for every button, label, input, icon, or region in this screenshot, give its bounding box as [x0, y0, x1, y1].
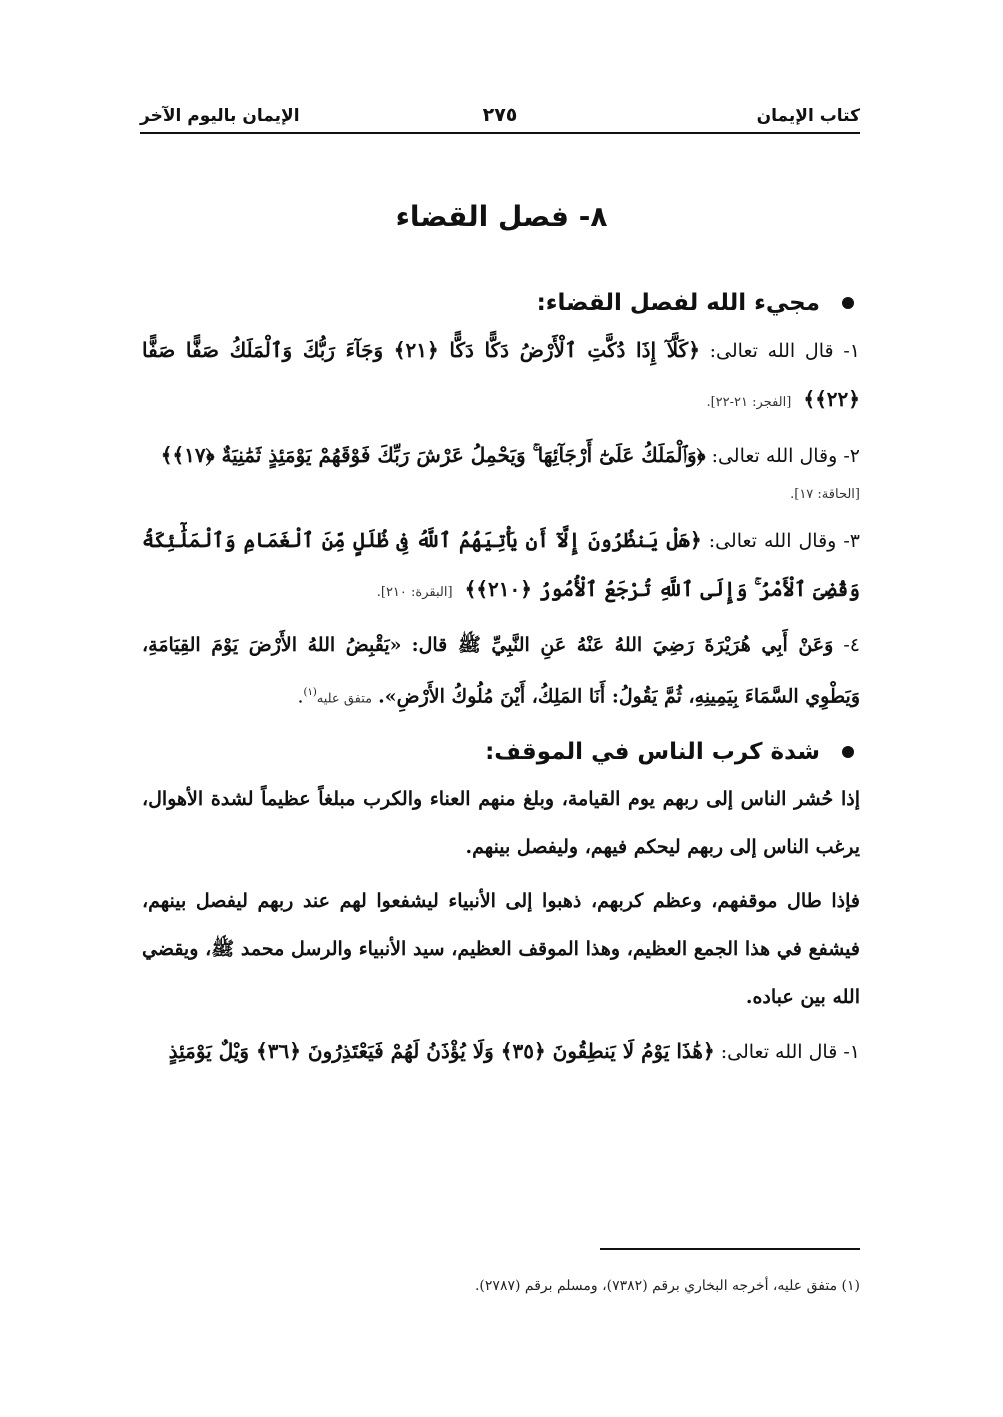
list-item — [142, 326, 860, 427]
quran-verse: ﴿وَٱلْمَلَكُ عَلَىٰٓ أَرْجَآئِهَا ۚ وَيَحْمِلُ عَرْشَ رَبِّكَ فَوْقَهُمْ يَوْمَئِذٍ ثَمَٰنِيَةٌ ﴿١٧﴾﴾ — [160, 443, 706, 467]
section-title: ٨- فصل القضاء — [395, 200, 608, 233]
paragraph: إذا حُشر الناس إلى ربهم يوم القيامة، وبلغ منهم العناء والكرب مبلغاً عظيماً لشدة الأهوال، يرغب الناس إلى ربهم ليحكم فيهم، وليفصل بينهم. — [142, 788, 860, 859]
book-title: كتاب الإيمان — [756, 106, 860, 126]
chapter-title: الإيمان باليوم الآخر — [140, 106, 300, 126]
verse-reference: [البقرة: ٢١٠]. — [376, 585, 453, 600]
list-item — [142, 516, 860, 617]
item-intro: قال الله تعالى: — [709, 340, 834, 362]
page-body — [142, 290, 860, 1080]
hadith-text: «يَقْبِضُ اللهُ الأَرْضَ يَوْمَ القِيَامَةِ، وَيَطْوِي السَّمَاءَ بِيَمِينِهِ، ثُمَّ يَقُولُ: أَنَا المَلِكُ، أَيْنَ مُلُوكُ الأَرْضِ». — [142, 634, 860, 708]
item-intro: وقال الله تعالى: — [708, 530, 837, 552]
hadith-intro: وَعَنْ أَبِي هُرَيْرَةَ رَضِيَ اللهُ عَنْهُ عَنِ النَّبِيِّ ﷺ قال: — [411, 634, 834, 656]
paragraph: فإذا طال موقفهم، وعظم كربهم، ذهبوا إلى الأنبياء ليشفعوا لهم عند ربهم ليفصل بينهم، فيشفع في هذا الجمع العظيم، وهذا الموقف العظيم، سيد الأنبياء والرسل محمد ﷺ، ويقضي الله بين عباده. — [142, 890, 860, 1009]
verse-reference: [الفجر: ٢١-٢٢]. — [706, 395, 792, 410]
section-heading-1 — [142, 290, 860, 316]
list-item: ٤- وَعَنْ أَبِي هُرَيْرَةَ رَضِيَ اللهُ عَنْهُ عَنِ النَّبِيِّ ﷺ قال: «يَقْبِضُ اللهُ الأَرْضَ يَوْمَ القِيَامَةِ، وَيَطْوِي السَّمَاءَ بِيَمِينِهِ، ثُمَّ يَقُولُ: أَنَا المَلِكُ، أَيْنَ مُلُوكُ الأَرْضِ». متفق عليه$^{(١)}$. — [142, 634, 860, 708]
item-number: ٣- — [843, 530, 860, 552]
bullet-icon — [842, 297, 854, 309]
quran-verse: ﴿كَلَّآ إِذَا دُكَّتِ ٱلْأَرْضُ دَكًّا دَكًّا ﴿٢١﴾ وَجَآءَ رَبُّكَ وَٱلْمَلَكُ صَفًّا صَفًّا ﴿٢٢﴾﴾ — [142, 338, 860, 411]
section-heading-text: مجيء الله لفصل القضاء: — [536, 290, 820, 316]
item-number: ١- — [843, 340, 860, 362]
footnote-marker[interactable]: (١) — [303, 687, 317, 698]
item-number: ٢- — [843, 445, 860, 467]
quran-verse: ﴿هَلْ يَنظُرُونَ إِلَّآ أَن يَأْتِيَهُمُ ٱللَّهُ فِى ظُلَلٍ مِّنَ ٱلْغَمَامِ وَٱلْمَلَٰٓئِكَةُ وَقُضِىَ ٱلْأَمْرُ ۚ وَإِلَى ٱللَّهِ تُرْجَعُ ٱلْأُمُورُ ﴿٢١٠﴾﴾ — [142, 528, 860, 601]
item-number: ١- — [843, 1041, 860, 1064]
section-2 — [142, 739, 860, 1076]
list-item — [142, 1027, 860, 1076]
page-header — [140, 100, 860, 134]
footnote-divider — [600, 1248, 860, 1250]
item-intro: قال الله تعالى: — [720, 1041, 838, 1064]
list-item — [142, 431, 860, 510]
item-intro: وقال الله تعالى: — [711, 445, 838, 467]
verse-reference: [الحاقة: ١٧]. — [790, 487, 860, 502]
bullet-icon — [842, 746, 854, 758]
section-heading-2 — [142, 739, 860, 765]
item-number: ٤- — [843, 634, 860, 656]
footnote: (١) متفق عليه، أخرجه البخاري برقم (٧٣٨٢)، ومسلم برقم (٢٧٨٧). — [474, 1278, 860, 1294]
hadith-grade: متفق عليه — [316, 691, 373, 707]
quran-verse: ﴿هَٰذَا يَوْمُ لَا يَنطِقُونَ ﴿٣٥﴾ وَلَا يُؤْذَنُ لَهُمْ فَيَعْتَذِرُونَ ﴿٣٦﴾ وَيْلٌ يَوْمَئِذٍ — [168, 1039, 715, 1064]
section-heading-text: شدة كرب الناس في الموقف: — [485, 739, 820, 766]
page-number: ٢٧٥ — [482, 104, 518, 126]
